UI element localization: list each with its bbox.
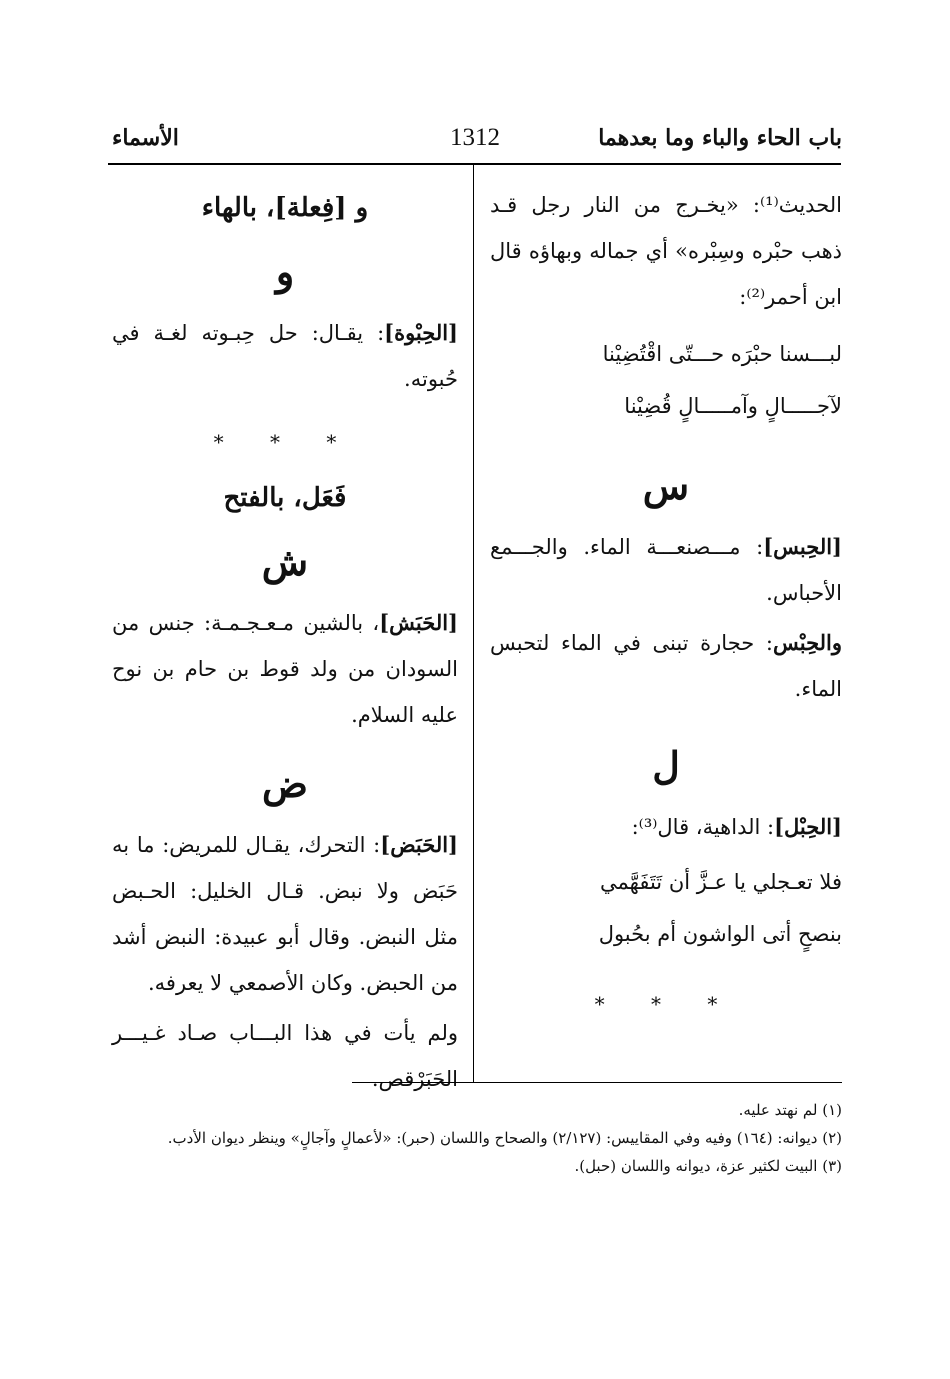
page-number: 1312 xyxy=(450,124,500,151)
entry-text: ، بالشين مـعـجـمـة: جنس من السودان من ولد قوط بن حام بن نوح عليه السلام. xyxy=(112,611,458,727)
letter-heading-lam: ل xyxy=(652,743,680,788)
running-head-section: الأسماء xyxy=(112,125,179,151)
section-separator: * * * xyxy=(213,430,357,454)
left-column xyxy=(112,182,458,1102)
footnote-2: (٢) ديوانه: (١٦٤) وفيه وفي المقاييس: (٢/١٢٧) والصحاح واللسان (حبر): «لأعمالٍ وآجالٍ» وينظر ديوان الأدب. xyxy=(167,1129,842,1147)
verse-line: لبـــسنا حبْرَه حـــتّى اقْتُضِيْنا xyxy=(602,342,842,366)
entry-text: : يقـال: حل حِبـوته لغـة في حُبوته. xyxy=(112,321,458,391)
entry-al-habash xyxy=(112,600,458,738)
section-heading: فَعَل، بالفتح xyxy=(223,483,347,513)
entry-al-habad xyxy=(112,822,458,1006)
verse-line: بنصحٍ أتى الواشون أم بحُبول xyxy=(598,922,842,946)
letter-heading-waw: و xyxy=(275,249,295,294)
section-heading: و [فِعلة]، بالهاء xyxy=(201,193,369,223)
verse-line: فلا تعـجلي يا عـزَّ أن تَتَفَهَّمي xyxy=(600,870,842,894)
entry-al-hibs xyxy=(490,524,842,616)
letter-heading-dad: ض xyxy=(262,761,308,806)
letter-heading-sin: س xyxy=(642,463,690,508)
entry-term: [الحَبَش] xyxy=(379,610,458,635)
entry-wal-hibs xyxy=(490,620,842,712)
entry-text: : مـــصنعـــة الماء. والجـــمع الأحباس. xyxy=(490,535,842,605)
entry-term: [الحِبْل] xyxy=(774,814,842,839)
entry-term: والحِبْس xyxy=(772,630,842,655)
entry-text: : الداهية، قال⁽³⁾: xyxy=(631,815,775,839)
column-divider xyxy=(473,164,474,1083)
footnote-1: (١) لم نهتد عليه. xyxy=(738,1101,842,1119)
entry-term: [الحَبَض] xyxy=(380,832,458,857)
footnote-rule xyxy=(352,1082,842,1083)
verse-line: لآجـــــالٍ وآمـــــالٍ قُضِيْنا xyxy=(624,394,842,418)
letter-heading-shin: ش xyxy=(261,539,309,584)
entry-term: [الحِبس] xyxy=(763,534,842,559)
footnote-3: (٣) البيت لكثير عزة، ديوانه واللسان (حبل). xyxy=(574,1157,842,1175)
section-separator: * * * xyxy=(594,992,738,1016)
entry-text: : حجارة تبنى في الماء لتحبس الماء. xyxy=(490,631,842,701)
entry-term: [الحِبْوة] xyxy=(384,320,458,345)
entry-text: : التحرك، يقـال للمريض: ما به حَبَض ولا نبض. قـال الخليل: الحـبض مثل النبض. وقال أبو عبيدة: النبض أشد من الحبض. وكان الأصمعي لا يعرفه. xyxy=(112,833,458,995)
right-column xyxy=(490,182,842,1034)
entry-al-hibl xyxy=(490,804,842,850)
entry-al-hibwa xyxy=(112,310,458,402)
paragraph-hadith: الحديث⁽¹⁾: «يخـرج من النار رجل قـد ذهب حبْره وسِبْره» أي جماله وبهاؤه قال ابن أحمر⁽²⁾: xyxy=(490,193,842,309)
closing-note: ولم يأت في هذا البـــاب صـاد غـيـــر الحَبَرْقص. xyxy=(112,1021,458,1091)
footnotes xyxy=(112,1096,842,1180)
header-rule xyxy=(108,163,841,165)
running-head-chapter: باب الحاء والباء وما بعدهما xyxy=(598,125,842,151)
